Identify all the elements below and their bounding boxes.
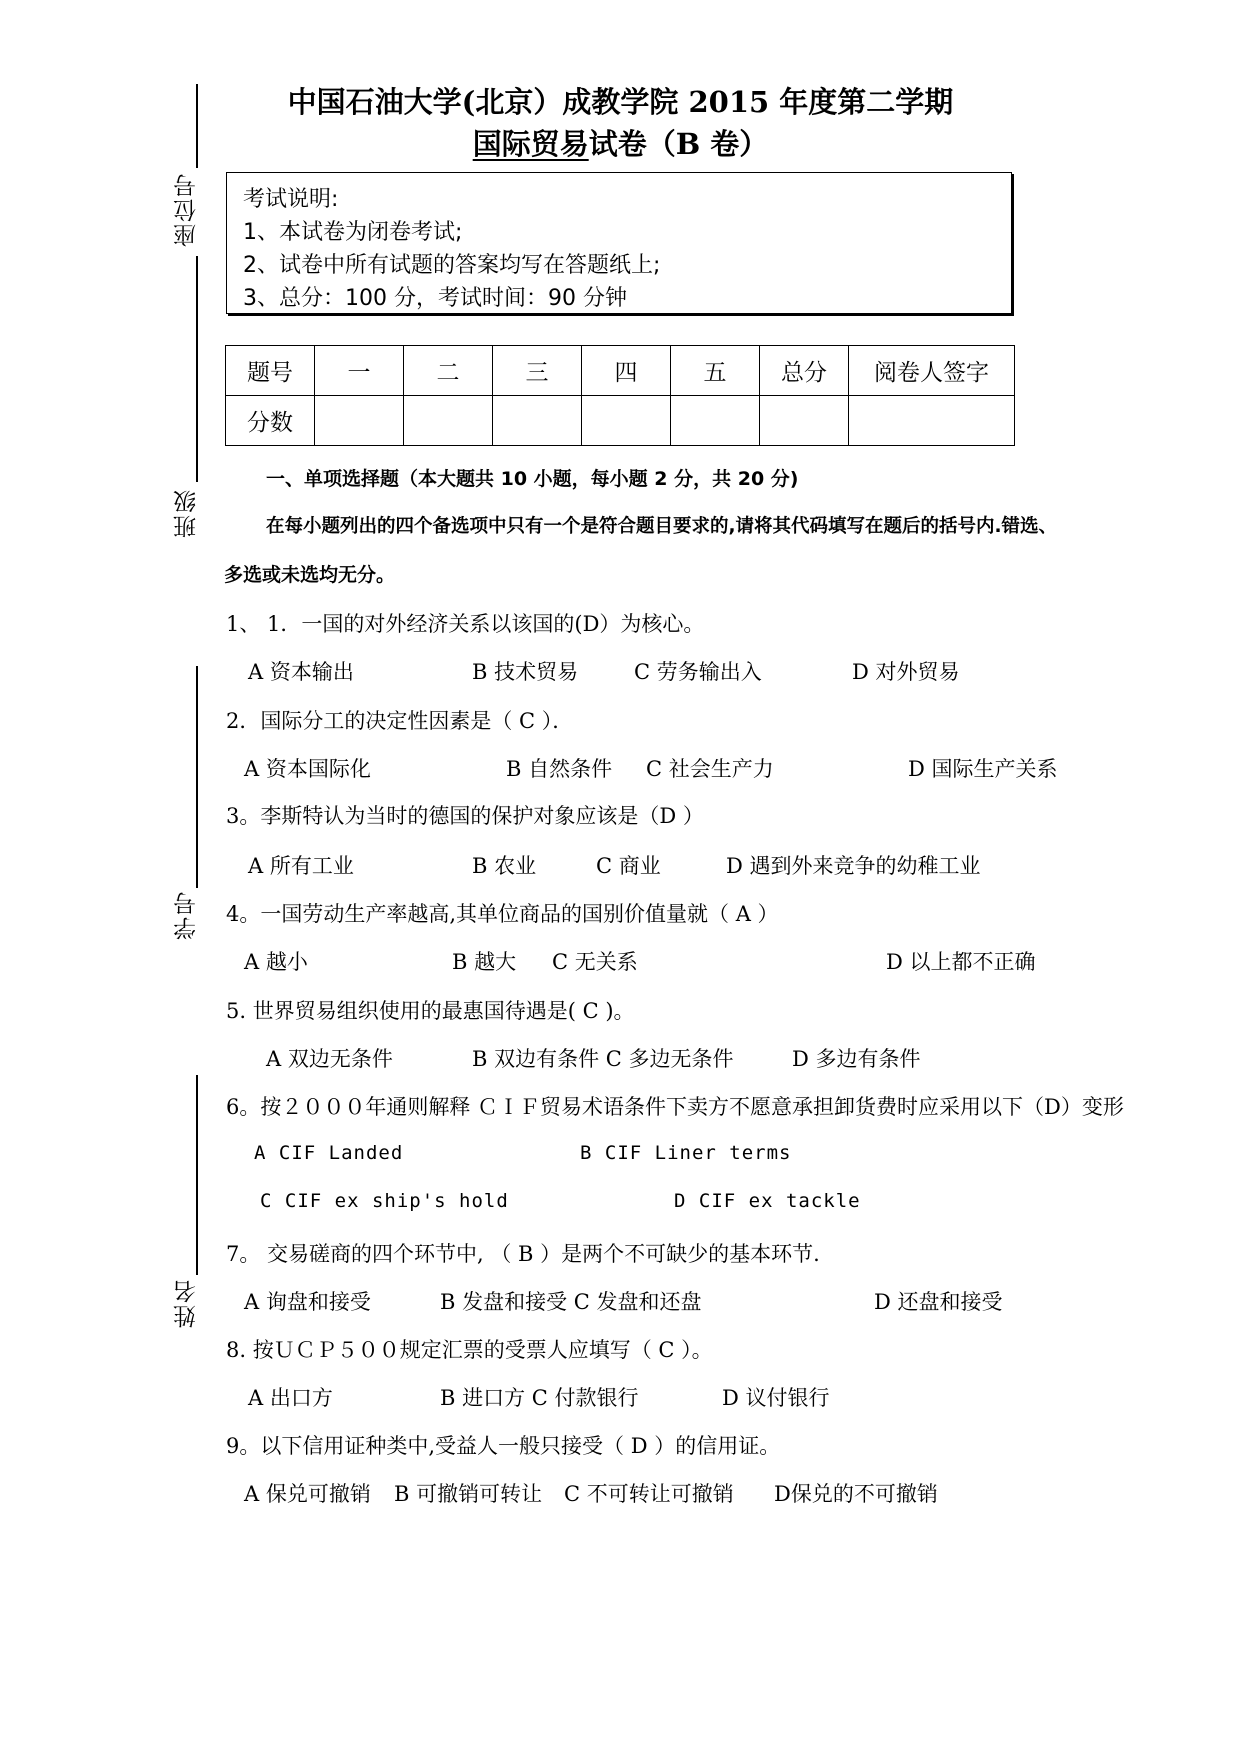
exam-title: 中国石油大学(北京）成教学院 2015 年度第二学期 [287,85,954,119]
option: D CIF ex tackle [674,1190,861,1212]
option: D 多边有条件 [792,1047,921,1071]
option: B 可撤销可转让 [394,1482,543,1506]
option: A 出口方 [248,1386,333,1410]
option: C 劳务输出入 [634,660,762,684]
option: A 越小 [244,950,308,974]
score-table-header: 五 [671,346,760,396]
question-stem: 7。 交易磋商的四个环节中, （ B ）是两个不可缺少的基本环节. [226,1242,820,1266]
question-stem: 2．国际分工的决定性因素是（ C ）． [226,709,574,733]
option: C CIF ex ship's hold [260,1190,509,1212]
option: D 以上都不正确 [886,950,1036,974]
subject-suffix: 试卷（B 卷） [588,127,769,161]
seat-label: 座位号 [174,172,200,247]
score-table-header-row [226,346,1015,396]
exam-subtitle [0,122,1241,163]
option: D 对外贸易 [852,660,960,684]
question-stem: 1、 1．一国的对外经济关系以该国的(D）为核心。 [226,612,705,636]
score-table-header: 阅卷人签字 [849,346,1015,396]
option: A 资本国际化 [244,757,371,781]
option: D 议付银行 [722,1386,830,1410]
option: D 还盘和接受 [874,1290,1003,1314]
score-cell[interactable] [671,396,760,446]
notice-item: 3、总分：100 分，考试时间：90 分钟 [243,286,627,311]
question-stem: 3。李斯特认为当时的德国的保护对象应该是（D ） [226,804,704,828]
score-table-header: 题号 [226,346,315,396]
question-stem: 5. 世界贸易组织使用的最惠国待遇是( C )。 [226,999,635,1023]
student-id-label: 学号 [174,890,200,940]
section-instruction: 多选或未选均无分。 [224,564,396,586]
option: B 技术贸易 [472,660,579,684]
score-cell[interactable] [760,396,849,446]
notice-heading: 考试说明: [243,187,339,212]
score-table-header: 总分 [760,346,849,396]
option: A 双边无条件 [266,1047,393,1071]
option: B 越大 [452,950,517,974]
option: A CIF Landed [254,1142,404,1164]
option: B 自然条件 [506,757,613,781]
option: D 国际生产关系 [908,757,1058,781]
score-cell[interactable] [404,396,493,446]
option: A 保兑可撤销 [244,1482,371,1506]
score-table-header: 三 [493,346,582,396]
option: C 商业 [596,854,661,878]
option: A 询盘和接受 [244,1290,371,1314]
question-stem: 6。按２０００年通则解释 ＣＩＦ贸易术语条件下卖方不愿意承担卸货费时应采用以下（D）变形 [226,1095,1124,1119]
option: C 社会生产力 [646,757,774,781]
subject-name: 国际贸易 [472,127,589,161]
section-heading: 一、单项选择题（本大题共 10 小题，每小题 2 分，共 20 分) [266,468,799,490]
question-stem: 8. 按ＵＣＰ５００规定汇票的受票人应填写（ C ）。 [226,1338,713,1362]
section-instruction: 在每小题列出的四个备选项中只有一个是符合题目要求的,请将其代码填写在题后的括号内.错选、 [266,516,1058,537]
margin-line [196,256,198,482]
score-row-label: 分数 [226,396,315,446]
exam-notice-box [226,172,1012,314]
question-stem: 9。以下信用证种类中,受益人一般只接受（ D ）的信用证。 [226,1434,781,1458]
option: B CIF Liner terms [580,1142,792,1164]
class-label: 班级 [174,488,200,538]
score-table-header: 一 [315,346,404,396]
option: C 不可转让可撤销 [564,1482,734,1506]
option: B 发盘和接受 C 发盘和还盘 [440,1290,702,1314]
margin-line [196,666,198,888]
score-table [225,345,1015,446]
score-cell[interactable] [493,396,582,446]
margin-line [196,1075,198,1275]
score-cell[interactable] [849,396,1015,446]
option: C 无关系 [552,950,638,974]
option: B 农业 [472,854,537,878]
option: B 进口方 C 付款银行 [440,1386,639,1410]
score-table-header: 二 [404,346,493,396]
option: D 遇到外来竞争的幼稚工业 [726,854,981,878]
option: B 双边有条件 C 多边无条件 [472,1047,734,1071]
score-cell[interactable] [582,396,671,446]
option: A 资本输出 [248,660,354,684]
notice-item: 2、试卷中所有试题的答案均写在答题纸上; [243,253,661,278]
notice-item: 1、本试卷为闭卷考试; [243,220,463,245]
question-stem: 4。一国劳动生产率越高,其单位商品的国别价值量就（ A ） [226,902,779,926]
option: A 所有工业 [248,854,354,878]
score-table-header: 四 [582,346,671,396]
name-label: 姓名 [174,1278,200,1328]
option: D保兑的不可撤销 [774,1482,938,1506]
score-cell[interactable] [315,396,404,446]
score-table-row [226,396,1015,446]
